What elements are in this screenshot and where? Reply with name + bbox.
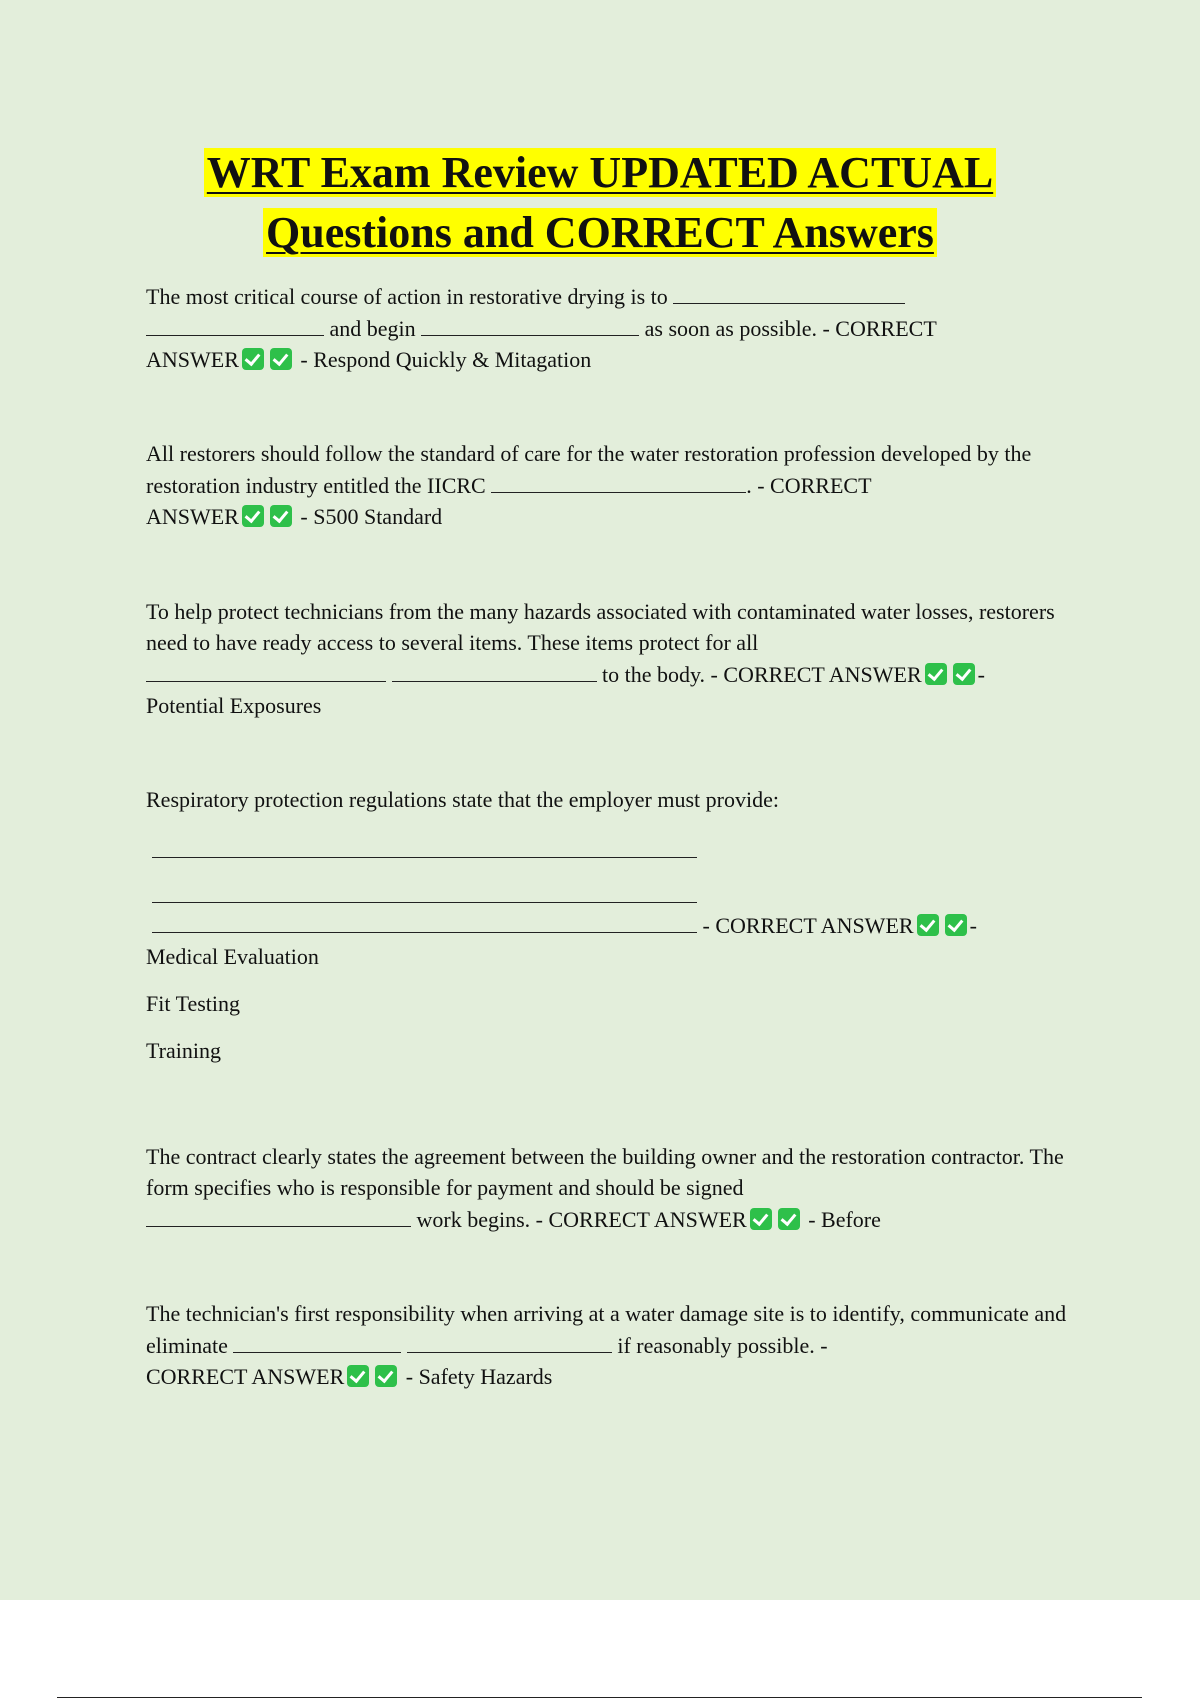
question-text: if reasonably possible. -	[617, 1333, 828, 1358]
answer-label: CORRECT ANSWER	[146, 1364, 345, 1389]
question-text: work begins. - CORRECT ANSWER	[416, 1207, 747, 1232]
check-mark-icon	[242, 348, 264, 370]
answer-blank	[673, 280, 905, 304]
footer-divider	[57, 1697, 1142, 1698]
answer-label: - CORRECT ANSWER	[702, 913, 914, 938]
question-text: The technician's first responsibility when arriving at a water damage site is to identify, communicate and eliminate	[146, 1301, 1067, 1358]
document-title	[0, 143, 1200, 263]
check-mark-icon	[270, 505, 292, 527]
answer-blank-line	[152, 872, 697, 903]
check-mark-icon	[270, 348, 292, 370]
answer-blank	[146, 312, 324, 336]
answer-text: - S500 Standard	[300, 504, 443, 529]
answer-blank	[152, 909, 697, 933]
check-mark-icon	[925, 663, 947, 685]
answer-blank	[146, 658, 386, 682]
question-text: The most critical course of action in restorative drying is to	[146, 284, 668, 309]
answer-list-item: Fit Testing	[146, 991, 241, 1016]
qa-item-5	[146, 1141, 1086, 1235]
title-line-2: Questions and CORRECT Answers	[263, 208, 937, 257]
answer-list-item: Training	[146, 1038, 221, 1063]
answer-dash: -	[969, 913, 977, 938]
question-text: as soon as possible. - CORRECT	[644, 316, 937, 341]
question-text: and begin	[329, 316, 416, 341]
check-mark-icon	[242, 505, 264, 527]
check-mark-icon	[750, 1208, 772, 1230]
answer-text: Potential Exposures	[146, 693, 322, 718]
question-text: . - CORRECT	[746, 473, 872, 498]
answer-label: ANSWER	[146, 504, 239, 529]
qa-item-6	[146, 1298, 1086, 1392]
question-text: Respiratory protection regulations state that the employer must provide:	[146, 787, 779, 812]
answer-text: - Before	[808, 1207, 881, 1232]
check-mark-icon	[945, 914, 967, 936]
check-mark-icon	[347, 1365, 369, 1387]
qa-item-4	[146, 784, 1086, 1066]
answer-blank	[491, 469, 746, 493]
answer-dash: -	[977, 662, 985, 687]
answer-blank	[146, 1203, 411, 1227]
qa-item-3	[146, 596, 1086, 721]
answer-blank-line	[152, 827, 697, 858]
question-text: The contract clearly states the agreement between the building owner and the restoration contractor. The form specifies who is responsible for payment and should be signed	[146, 1144, 1064, 1200]
question-text: All restorers should follow the standard of care for the water restoration profession developed by the restoration industry entitled the IICRC	[146, 441, 1032, 498]
qa-item-1	[146, 280, 1086, 375]
answer-blank	[407, 1329, 612, 1353]
answer-label: ANSWER	[146, 347, 239, 372]
qa-item-2	[146, 438, 1086, 532]
question-text: To help protect technicians from the many hazards associated with contaminated water losses, restorers need to have ready access to several items. These items protect for all	[146, 599, 1055, 655]
check-mark-icon	[917, 914, 939, 936]
question-text: to the body. - CORRECT ANSWER	[602, 662, 922, 687]
answer-blank	[421, 312, 639, 336]
answer-blank	[233, 1329, 401, 1353]
check-mark-icon	[778, 1208, 800, 1230]
answer-text: - Safety Hazards	[405, 1364, 553, 1389]
check-mark-icon	[953, 663, 975, 685]
answer-text: - Respond Quickly & Mitagation	[300, 347, 592, 372]
check-mark-icon	[375, 1365, 397, 1387]
answer-list-item: Medical Evaluation	[146, 944, 319, 969]
answer-blank	[392, 658, 597, 682]
title-line-1: WRT Exam Review UPDATED ACTUAL	[204, 148, 996, 197]
